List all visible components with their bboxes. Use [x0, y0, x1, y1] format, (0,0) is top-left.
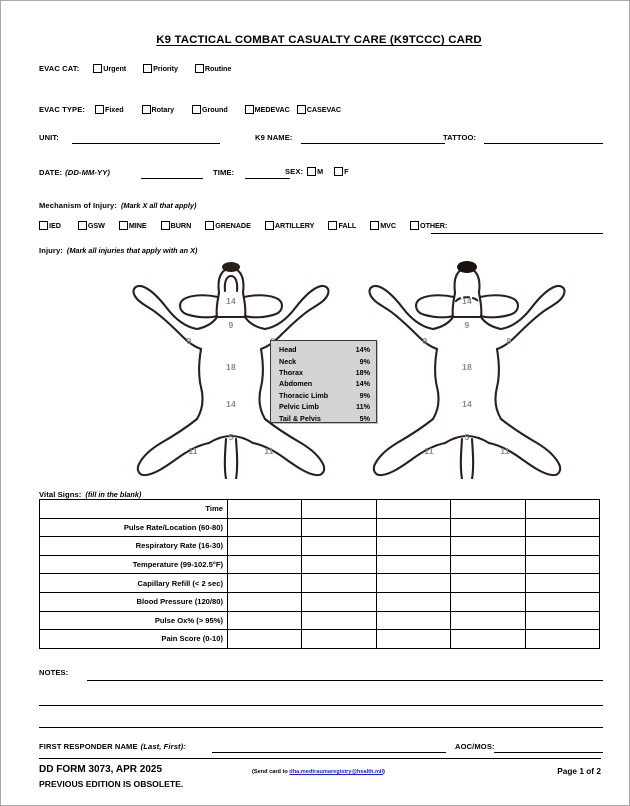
evac-type-option-casevac[interactable]: [297, 105, 341, 114]
checkbox-male[interactable]: [307, 167, 316, 176]
evac-cat-row: [39, 64, 231, 73]
mechanism-option-ied[interactable]: [39, 221, 61, 230]
mechanism-option-label: GRENADE: [215, 221, 251, 230]
tattoo-label: TATTOO:: [443, 133, 477, 142]
mechanism-option-label: IED: [49, 221, 61, 230]
vital-signs-cell[interactable]: [376, 518, 450, 537]
injury-hint: (Mark all injuries that apply with an X): [66, 246, 198, 255]
body-surface-percent-legend: [270, 340, 377, 423]
checkbox-mvc[interactable]: [370, 221, 379, 230]
figure-number-tail-pelvis: 5: [228, 432, 234, 442]
body-percent-row: [279, 413, 370, 424]
vital-signs-cell[interactable]: [228, 574, 302, 593]
checkbox-burn[interactable]: [161, 221, 170, 230]
evac-type-option-label: Rotary: [151, 105, 175, 114]
vital-signs-row-label: Pain Score (0-10): [40, 630, 228, 649]
checkbox-artillery[interactable]: [265, 221, 274, 230]
evac-type-option-label: Fixed: [105, 105, 124, 114]
vital-signs-cell[interactable]: [302, 592, 376, 611]
evac-type-option-medevac[interactable]: [245, 105, 290, 114]
checkbox-medevac[interactable]: [245, 105, 254, 114]
mechanism-option-label: MVC: [380, 221, 397, 230]
page-title: K9 TACTICAL COMBAT CASUALTY CARE (K9TCCC) CARD: [156, 34, 482, 46]
mechanism-option-label: FALL: [338, 221, 357, 230]
mechanism-option-burn[interactable]: [161, 221, 192, 230]
vital-signs-row: [40, 574, 600, 593]
injury-label: Injury:: [39, 246, 63, 255]
figure-number-neck: 9: [228, 320, 234, 330]
vital-signs-cell[interactable]: [228, 500, 302, 519]
vital-signs-cell[interactable]: [451, 500, 525, 519]
figure-number-head: 14: [226, 296, 236, 306]
page-number: Page 1 of 2: [557, 766, 601, 776]
mechanism-option-label: ARTILLERY: [274, 221, 315, 230]
vital-signs-cell[interactable]: [376, 537, 450, 556]
send-card-note: [252, 769, 385, 775]
checkbox-female[interactable]: [334, 167, 343, 176]
vital-signs-cell[interactable]: [228, 537, 302, 556]
mechanism-option-label: GSW: [87, 221, 105, 230]
evac-type-option-label: Ground: [202, 105, 228, 114]
notes-heading: [39, 668, 68, 677]
mechanism-other-input[interactable]: [431, 223, 603, 234]
vital-signs-row-label: Blood Pressure (120/80): [40, 592, 228, 611]
vital-signs-cell[interactable]: [376, 592, 450, 611]
figure-number-thorax: 18: [226, 362, 236, 372]
figure-number-neck: 9: [464, 320, 470, 330]
unit-input[interactable]: [72, 133, 220, 144]
checkbox-fixed[interactable]: [95, 105, 104, 114]
checkbox-urgent[interactable]: [93, 64, 102, 73]
mechanism-option-fall[interactable]: [328, 221, 356, 230]
vital-signs-cell[interactable]: [525, 518, 599, 537]
vital-signs-cell[interactable]: [451, 537, 525, 556]
injury-diagram: [37, 257, 601, 479]
mechanism-option-artillery[interactable]: [265, 221, 315, 230]
body-percent-row: [279, 368, 370, 379]
evac-type-option-label: MEDEVAC: [254, 105, 290, 114]
body-percent-region: Neck: [279, 356, 297, 366]
mechanism-option-mvc[interactable]: [370, 221, 396, 230]
k9-name-input[interactable]: [301, 133, 445, 144]
mechanism-option-label: BURN: [170, 221, 192, 230]
checkbox-grenade[interactable]: [205, 221, 214, 230]
figure-number-thoracic-limb-r: 9: [506, 336, 512, 346]
vital-signs-cell[interactable]: [451, 611, 525, 630]
vital-signs-cell[interactable]: [228, 630, 302, 649]
responder-name-input[interactable]: [212, 742, 446, 753]
evac-cat-option-routine[interactable]: [195, 64, 231, 73]
evac-cat-option-label: Routine: [204, 64, 232, 73]
vital-signs-cell[interactable]: [302, 574, 376, 593]
send-card-prefix: (Send card to: [252, 769, 290, 775]
sex-option-label: M: [317, 167, 324, 176]
vital-signs-cell[interactable]: [302, 500, 376, 519]
body-percent-value: 9%: [359, 356, 370, 366]
notes-line-2[interactable]: [39, 705, 603, 706]
vital-signs-cell[interactable]: [302, 537, 376, 556]
vital-signs-cell[interactable]: [302, 611, 376, 630]
vital-signs-label: Vital Signs:: [39, 490, 82, 499]
form-identifier: DD FORM 3073, APR 2025: [39, 764, 163, 775]
vital-signs-cell[interactable]: [451, 574, 525, 593]
vital-signs-cell[interactable]: [525, 611, 599, 630]
aoc-mos-heading: [455, 742, 495, 751]
checkbox-ground[interactable]: [192, 105, 201, 114]
date-input[interactable]: [141, 168, 203, 179]
mechanism-option-mine[interactable]: [119, 221, 147, 230]
vital-signs-cell[interactable]: [525, 555, 599, 574]
notes-line-3[interactable]: [39, 727, 603, 728]
date-label-wrap: [39, 168, 110, 177]
vital-signs-row-label: Pulse Ox% (> 95%): [40, 611, 228, 630]
body-percent-region: Thoracic Limb: [279, 390, 329, 400]
unit-label-wrap: [39, 133, 59, 142]
vital-signs-cell[interactable]: [376, 630, 450, 649]
send-card-suffix: ): [383, 769, 385, 775]
body-percent-value: 14%: [355, 345, 370, 355]
body-percent-value: 18%: [355, 368, 370, 378]
vital-signs-cell[interactable]: [302, 518, 376, 537]
vital-signs-row-label: Time: [40, 500, 228, 519]
k9-name-label: K9 NAME:: [255, 133, 293, 142]
body-percent-row: [279, 345, 370, 356]
evac-type-label: EVAC TYPE:: [39, 105, 86, 114]
body-percent-row: [279, 356, 370, 367]
evac-cat-option-label: Urgent: [103, 64, 127, 73]
sex-label: SEX:: [285, 167, 304, 176]
body-percent-value: 5%: [359, 413, 370, 423]
evac-cat-option-urgent[interactable]: [93, 64, 126, 73]
vital-signs-cell[interactable]: [228, 611, 302, 630]
vital-signs-cell[interactable]: [451, 518, 525, 537]
vital-signs-hint: (fill in the blank): [85, 490, 142, 499]
checkbox-other[interactable]: [410, 221, 419, 230]
date-label: DATE:: [39, 168, 63, 177]
responder-heading: [39, 742, 186, 751]
footer-divider: [39, 758, 601, 759]
vital-signs-row: [40, 555, 600, 574]
checkbox-fall[interactable]: [328, 221, 337, 230]
vital-signs-row: [40, 537, 600, 556]
figure-number-pelvic-limb-l: 11: [188, 446, 198, 456]
body-percent-row: [279, 379, 370, 390]
body-percent-table: [279, 345, 370, 425]
figure-number-thoracic-limb-l: 9: [186, 336, 192, 346]
checkbox-casevac[interactable]: [297, 105, 306, 114]
body-percent-region: Head: [279, 345, 297, 355]
figure-number-pelvic-limb-r: 11: [264, 446, 274, 456]
mechanism-option-label: OTHER:: [420, 221, 448, 230]
notes-label: NOTES:: [39, 668, 69, 677]
vital-signs-cell[interactable]: [525, 500, 599, 519]
vital-signs-cell[interactable]: [525, 574, 599, 593]
vital-signs-row-label: Respiratory Rate (16-30): [40, 537, 228, 556]
responder-name-label: FIRST RESPONDER NAME: [39, 742, 138, 751]
vital-signs-cell[interactable]: [376, 574, 450, 593]
vital-signs-cell[interactable]: [228, 518, 302, 537]
sex-option-female[interactable]: [334, 167, 348, 176]
aoc-mos-label: AOC/MOS:: [455, 742, 495, 751]
previous-edition-note: PREVIOUS EDITION IS OBSOLETE.: [39, 779, 184, 789]
mechanism-label: Mechanism of Injury:: [39, 201, 117, 210]
notes-line-1[interactable]: [87, 680, 603, 681]
vital-signs-cell[interactable]: [525, 630, 599, 649]
vital-signs-cell[interactable]: [451, 592, 525, 611]
vital-signs-row: [40, 630, 600, 649]
time-label: TIME:: [213, 168, 235, 177]
body-percent-region: Pelvic Limb: [279, 402, 319, 412]
vital-signs-cell[interactable]: [228, 592, 302, 611]
checkbox-routine[interactable]: [195, 64, 204, 73]
figure-number-thorax: 18: [462, 362, 472, 372]
responder-name-hint: (Last, First):: [140, 742, 186, 751]
vital-signs-cell[interactable]: [376, 555, 450, 574]
mechanism-option-grenade[interactable]: [205, 221, 251, 230]
vital-signs-row: [40, 592, 600, 611]
time-input[interactable]: [245, 168, 290, 179]
aoc-mos-input[interactable]: [494, 742, 603, 753]
checkbox-rotary[interactable]: [142, 105, 151, 114]
evac-cat-option-priority[interactable]: [143, 64, 178, 73]
vital-signs-cell[interactable]: [302, 630, 376, 649]
figure-number-pelvic-limb-r: 11: [500, 446, 510, 456]
evac-cat-label: EVAC CAT:: [39, 64, 80, 73]
k9-name-label-wrap: [255, 133, 293, 142]
checkbox-gsw[interactable]: [78, 221, 87, 230]
tattoo-label-wrap: [443, 133, 476, 142]
mechanism-hint: (Mark X all that apply): [120, 201, 197, 210]
checkbox-mine[interactable]: [119, 221, 128, 230]
body-percent-value: 14%: [355, 379, 370, 389]
vital-signs-cell[interactable]: [451, 630, 525, 649]
vital-signs-row-label: Temperature (99-102.5°F): [40, 555, 228, 574]
body-percent-region: Tail & Pelvis: [279, 413, 321, 423]
body-percent-value: 9%: [359, 390, 370, 400]
checkbox-priority[interactable]: [143, 64, 152, 73]
dog-figure-dorsal[interactable]: [367, 257, 577, 479]
sex-option-male[interactable]: [307, 167, 323, 176]
vital-signs-row: [40, 500, 600, 519]
unit-label: UNIT:: [39, 133, 59, 142]
vital-signs-cell[interactable]: [525, 537, 599, 556]
time-label-wrap: [213, 168, 234, 177]
mechanism-option-label: MINE: [128, 221, 147, 230]
body-percent-row: [279, 391, 370, 402]
body-percent-region: Abdomen: [279, 379, 313, 389]
mechanism-options-row: [39, 221, 447, 230]
mechanism-option-gsw[interactable]: [78, 221, 105, 230]
vital-signs-heading: [39, 490, 141, 499]
date-format-hint: (DD-MM-YY): [65, 168, 111, 177]
figure-number-pelvic-limb-l: 11: [424, 446, 434, 456]
figure-number-thoracic-limb-l: 9: [422, 336, 428, 346]
evac-type-option-label: CASEVAC: [306, 105, 341, 114]
vital-signs-row-label: Pulse Rate/Location (60-80): [40, 518, 228, 537]
vital-signs-cell[interactable]: [451, 555, 525, 574]
vital-signs-cell[interactable]: [228, 555, 302, 574]
vital-signs-row: [40, 518, 600, 537]
vital-signs-cell[interactable]: [376, 611, 450, 630]
figure-number-head: 14: [462, 296, 472, 306]
evac-cat-option-label: Priority: [153, 64, 178, 73]
tattoo-input[interactable]: [484, 133, 603, 144]
send-card-email-link[interactable]: dha.medtraumaregistry@health.mil: [289, 769, 384, 775]
vital-signs-cell[interactable]: [376, 500, 450, 519]
injury-heading: [39, 246, 197, 255]
figure-number-abdomen: 14: [226, 399, 236, 409]
body-percent-region: Thorax: [279, 368, 303, 378]
mechanism-heading: [39, 201, 196, 210]
evac-type-option-fixed[interactable]: [95, 105, 124, 114]
vital-signs-row: [40, 611, 600, 630]
figure-number-abdomen: 14: [462, 399, 472, 409]
body-percent-row: [279, 402, 370, 413]
checkbox-ied[interactable]: [39, 221, 48, 230]
sex-option-label: F: [344, 167, 349, 176]
evac-type-option-ground[interactable]: [192, 105, 228, 114]
figure-number-tail-pelvis: 5: [464, 432, 470, 442]
evac-type-row: [39, 105, 341, 114]
body-percent-value: 11%: [356, 402, 370, 412]
vital-signs-cell[interactable]: [302, 555, 376, 574]
vital-signs-cell[interactable]: [525, 592, 599, 611]
sex-row: [285, 167, 348, 176]
vital-signs-row-label: Capillary Refill (< 2 sec): [40, 574, 228, 593]
evac-type-option-rotary[interactable]: [142, 105, 174, 114]
vital-signs-table: [39, 499, 600, 649]
